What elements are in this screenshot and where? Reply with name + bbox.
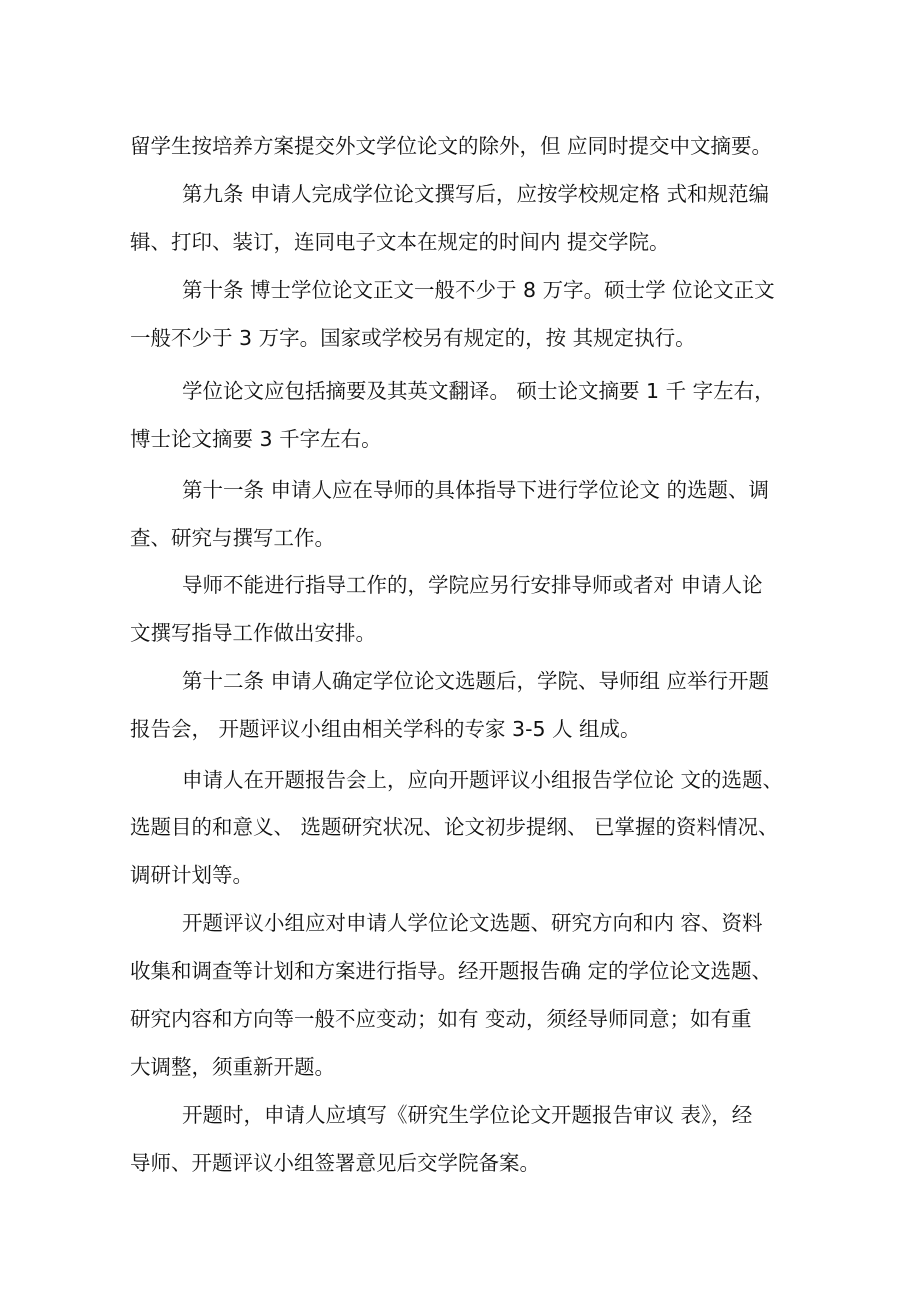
text-line: 一般不少于 3 万字。国家或学校另有规定的，按 其规定执行。 [130,326,696,350]
text-line: 学位论文应包括摘要及其英文翻译。 硕士论文摘要 1 千 字左右， [182,379,775,403]
text-line: 文撰写指导工作做出安排。 [130,621,376,645]
text-line: 大调整，须重新开题。 [130,1055,335,1079]
text-line: 博士论文摘要 3 千字左右。 [130,427,382,451]
text-line: 调研计划等。 [130,863,253,887]
text-line: 开题评议小组应对申请人学位论文选题、研究方向和内 容、资料 [182,911,763,935]
text-line: 导师不能进行指导工作的，学院应另行安排导师或者对 申请人论 [182,573,763,597]
text-line: 导师、开题评议小组签署意见后交学院备案。 [130,1151,540,1175]
text-line: 选题目的和意义、 选题研究状况、论文初步提纲、 已掌握的资料情况、 [130,815,779,839]
text-line: 第十二条 申请人确定学位论文选题后，学院、导师组 应举行开题 [182,669,770,693]
text-line: 辑、打印、装订，连同电子文本在规定的时间内 提交学院。 [130,230,670,254]
text-line: 第九条 申请人完成学位论文撰写后，应按学校规定格 式和规范编 [182,182,770,206]
text-line: 第十条 博士学位论文正文一般不少于 8 万字。硕士学 位论文正文 [182,278,775,302]
text-line: 研究内容和方向等一般不应变动；如有 变动，须经导师同意；如有重 [130,1007,752,1031]
text-line: 留学生按培养方案提交外文学位论文的除外，但 应同时提交中文摘要。 [130,134,773,158]
text-line: 报告会， 开题评议小组由相关学科的专家 3-5 人 组成。 [130,717,641,741]
text-line: 申请人在开题报告会上，应向开题评议小组报告学位论 文的选题、 [182,768,784,792]
text-line: 查、研究与撰写工作。 [130,526,335,550]
text-line: 收集和调查等计划和方案进行指导。经开题报告确 定的学位论文选题、 [130,959,773,983]
text-line: 开题时，申请人应填写《研究生学位论文开题报告审议 表》，经 [182,1103,753,1127]
text-line: 第十一条 申请人应在导师的具体指导下进行学位论文 的选题、调 [182,478,770,502]
